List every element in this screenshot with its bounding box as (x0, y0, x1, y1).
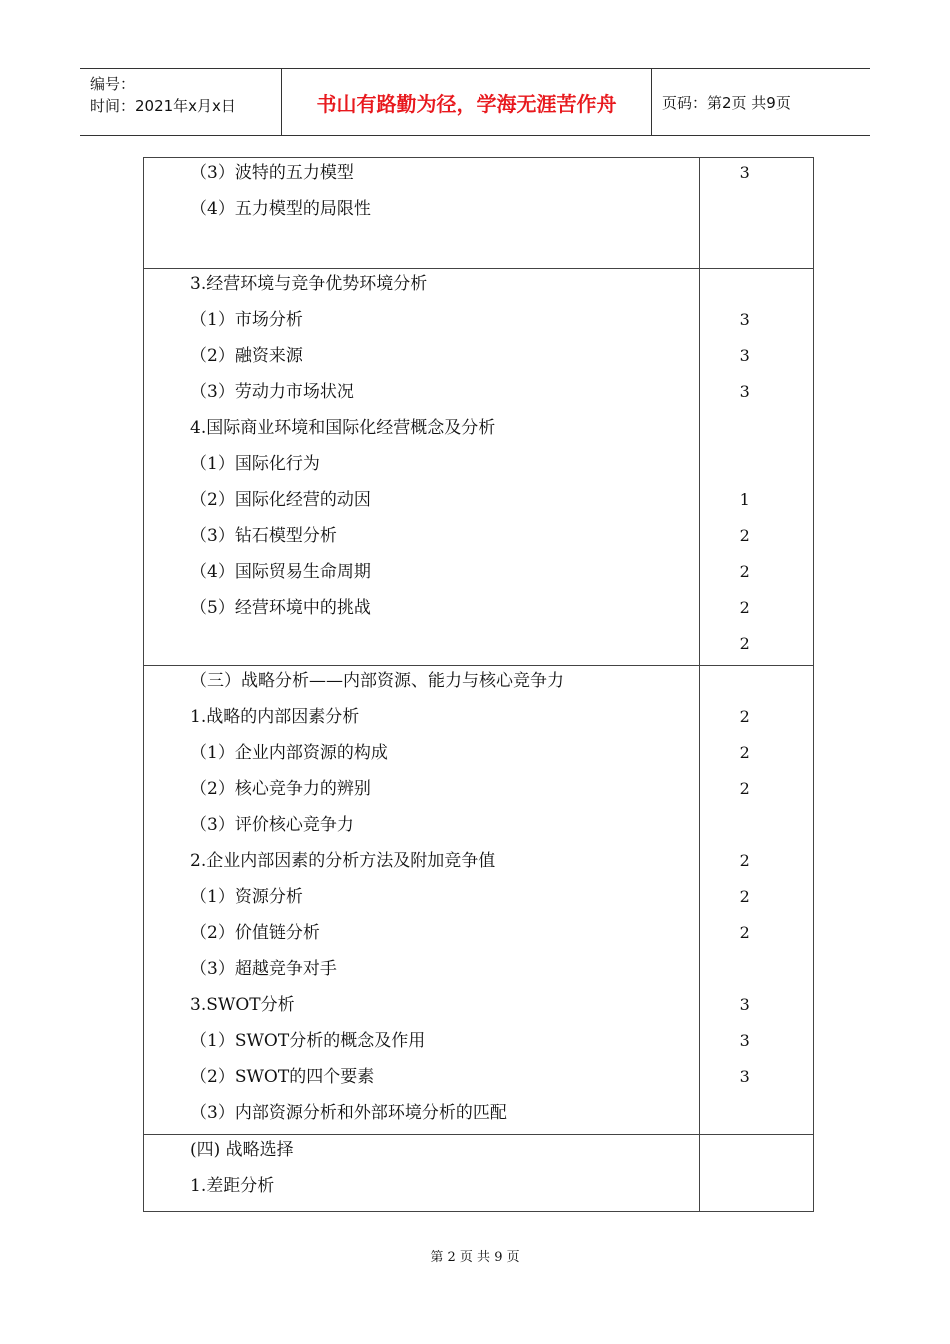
hours-value (700, 449, 813, 485)
hours-value: 3 (739, 382, 750, 401)
topic-line: 1.战略的内部因素分析 (190, 707, 360, 727)
topic-line: （1）市场分析 (190, 310, 303, 330)
topic-line: （1）SWOT分析的概念及作用 (190, 1031, 426, 1051)
topic-line: （1）企业内部资源的构成 (190, 743, 388, 763)
topic-line: （三）战略分析——内部资源、能力与核心竞争力 (190, 671, 564, 691)
header-page-info: 页码：第2页 共9页 (662, 93, 791, 112)
header-motto: 书山有路勤为径，学海无涯苦作舟 (282, 69, 652, 135)
topic-line (190, 629, 699, 665)
hours-value: 2 (739, 779, 750, 798)
table-row (144, 158, 814, 269)
hours-value: 3 (739, 1067, 750, 1086)
topic-line: （3）评价核心竞争力 (190, 815, 354, 835)
topic-cell (144, 158, 700, 269)
table-row (144, 1135, 814, 1212)
topic-line: （2）融资来源 (190, 346, 303, 366)
hours-value: 3 (739, 1031, 750, 1050)
hours-value (700, 1135, 813, 1171)
hours-value: 2 (739, 526, 750, 545)
topic-line: （3）波特的五力模型 (190, 163, 354, 183)
topic-line: (四) 战略选择 (190, 1140, 294, 1160)
number-label: 编号： (90, 75, 136, 93)
hours-value: 3 (739, 346, 750, 365)
hours-value (700, 810, 813, 846)
hours-value: 2 (739, 562, 750, 581)
hours-cell (699, 666, 813, 1135)
topic-line: （2）价值链分析 (190, 923, 320, 943)
topic-line: （4）五力模型的局限性 (190, 199, 371, 219)
topic-line: （2）国际化经营的动因 (190, 490, 371, 510)
topic-line: （1）资源分析 (190, 887, 303, 907)
hours-value: 2 (739, 707, 750, 726)
hours-value: 2 (739, 887, 750, 906)
hours-value: 2 (739, 598, 750, 617)
hours-value (700, 269, 813, 305)
topic-line: （2）SWOT的四个要素 (190, 1067, 375, 1087)
time-label: 时间：2021年x月x日 (90, 97, 236, 115)
topic-cell (144, 666, 700, 1135)
hours-value (700, 1098, 813, 1134)
hours-value: 1 (739, 490, 750, 509)
syllabus-table (143, 157, 814, 1212)
hours-cell (699, 269, 813, 666)
topic-line (190, 230, 699, 266)
topic-line: 4.国际商业环境和国际化经营概念及分析 (190, 418, 496, 438)
topic-line: （4）国际贸易生命周期 (190, 562, 371, 582)
hours-value: 2 (739, 743, 750, 762)
header-meta (80, 69, 282, 135)
topic-line: 3.SWOT分析 (190, 995, 295, 1015)
table-row (144, 666, 814, 1135)
hours-value: 3 (739, 163, 750, 182)
topic-line: （3）钻石模型分析 (190, 526, 337, 546)
hours-cell (699, 158, 813, 269)
page-footer: 第 2 页 共 9 页 (430, 1250, 520, 1265)
topic-cell (144, 1135, 700, 1212)
topic-line: （3）超越竞争对手 (190, 959, 337, 979)
syllabus-table-body (144, 158, 814, 1212)
hours-value (700, 1171, 813, 1207)
topic-line: （2）核心竞争力的辨别 (190, 779, 371, 799)
hours-cell (699, 1135, 813, 1212)
hours-value: 2 (739, 923, 750, 942)
page-header (80, 68, 870, 136)
hours-value: 2 (739, 851, 750, 870)
hours-value (700, 230, 813, 266)
topic-line: （3）内部资源分析和外部环境分析的匹配 (190, 1103, 507, 1123)
hours-value (700, 194, 813, 230)
topic-line: 3.经营环境与竞争优势环境分析 (190, 274, 428, 294)
topic-line: 1.差距分析 (190, 1176, 275, 1196)
topic-cell (144, 269, 700, 666)
hours-value (700, 666, 813, 702)
topic-line: （1）国际化行为 (190, 454, 320, 474)
topic-line: （3）劳动力市场状况 (190, 382, 354, 402)
hours-value: 3 (739, 995, 750, 1014)
table-row (144, 269, 814, 666)
topic-line: （5）经营环境中的挑战 (190, 598, 371, 618)
hours-value: 3 (739, 310, 750, 329)
topic-line: 2.企业内部因素的分析方法及附加竞争值 (190, 851, 496, 871)
hours-value (700, 413, 813, 449)
hours-value (700, 954, 813, 990)
hours-value: 2 (739, 634, 750, 653)
